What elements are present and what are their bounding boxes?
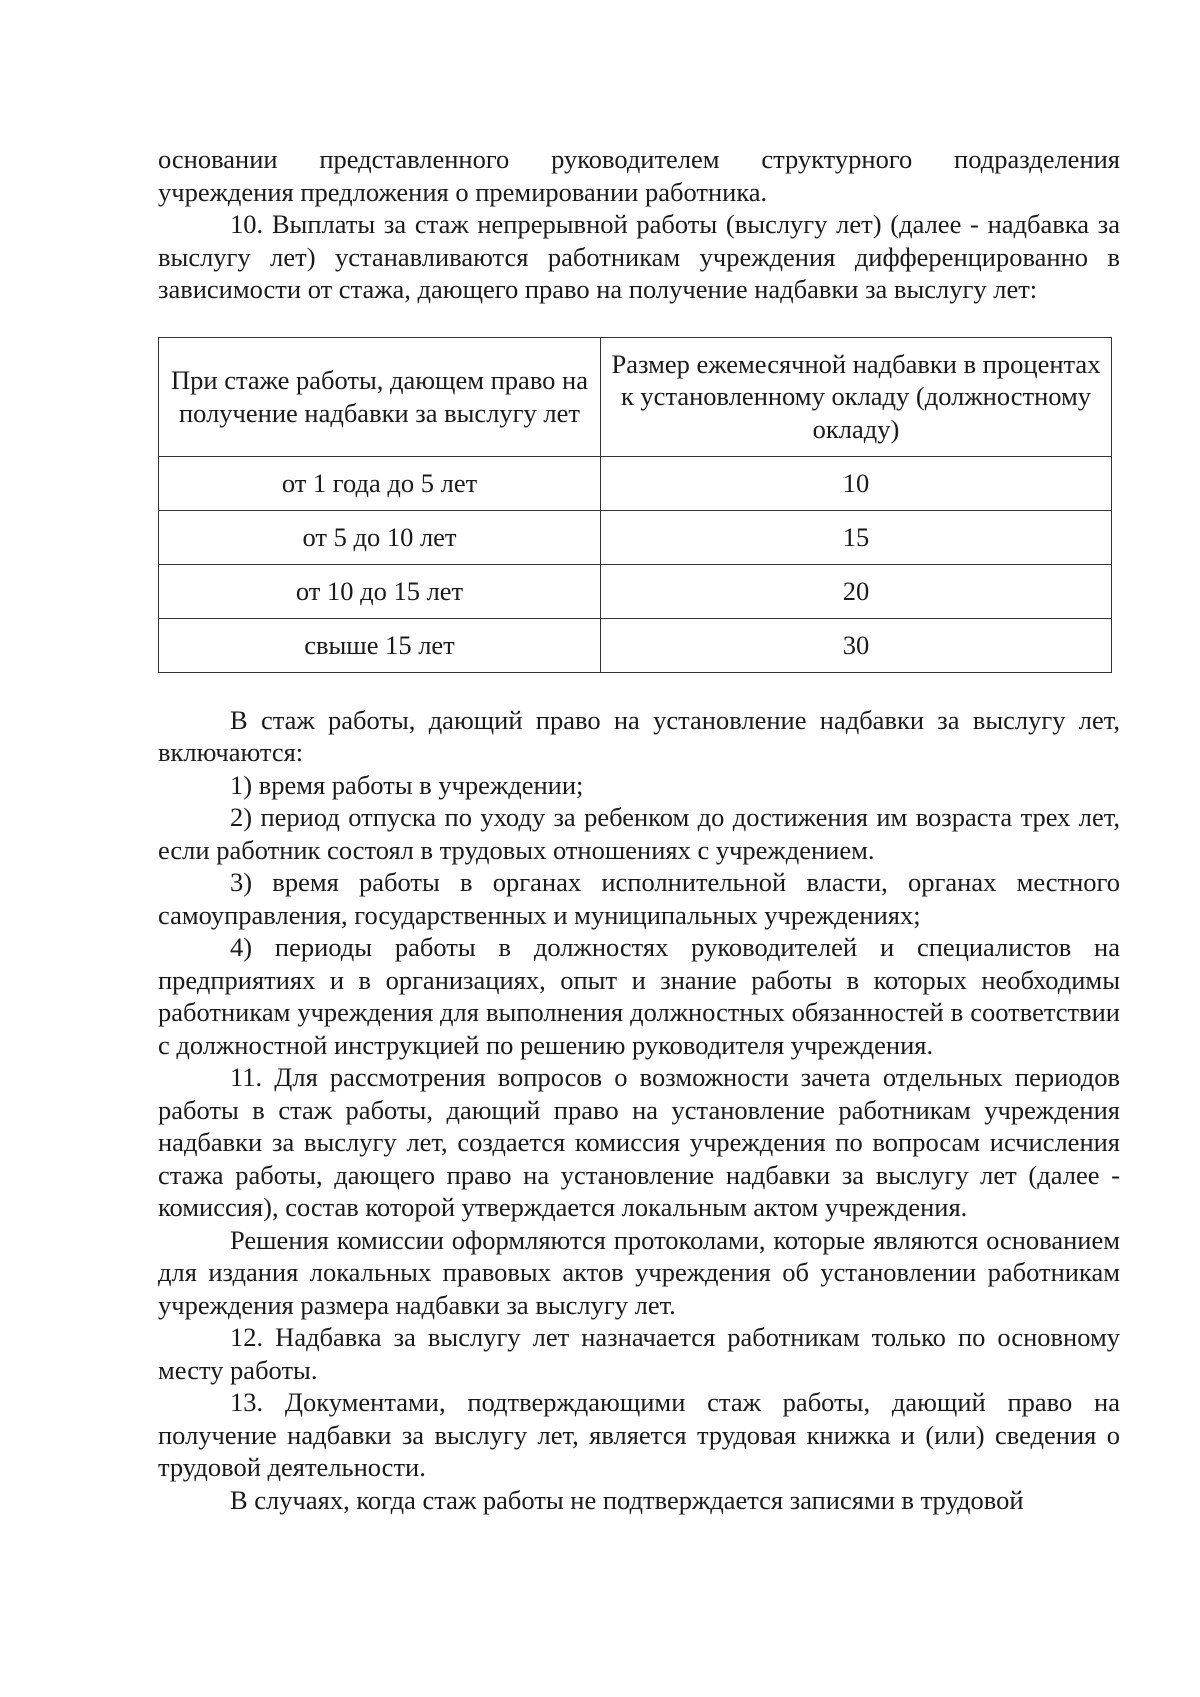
list-item-1: 1) время работы в учреждении; [230,769,584,800]
paragraph-item-10: 10. Выплаты за стаж непрерывной работы (выслугу лет) (далее - надбавка за выслугу лет) устанавливаются работникам учреждения дифференцированно в зависимости от стажа, дающего право на получение надбавки за выслугу лет: [158,209,1120,304]
table-row [159,456,1112,510]
table-cell-percent: 15 [601,510,1112,564]
seniority-allowance-table [158,337,1112,673]
paragraph-premium-continuation: основании представленного руководителем структурного подразделения учреждения предложения о премировании работника. [158,144,1120,207]
paragraph-item-11: 11. Для рассмотрения вопросов о возможности зачета отдельных периодов работы в стаж работы, дающий право на установление работникам учреждения надбавки за выслугу лет, создается комиссия учреждения по вопросам исчисления стажа работы, дающего право на установление надбавки за выслугу лет (далее - комиссия), состав которой утверждается локальным актом учреждения. [158,1062,1120,1222]
paragraph-commission-decisions: Решения комиссии оформляются протоколами, которые являются основанием для издания локальных правовых актов учреждения об установлении работникам учреждения размера надбавки за выслугу лет. [158,1224,1120,1320]
table-cell-experience: свыше 15 лет [159,618,601,672]
paragraph-item-12: 12. Надбавка за выслугу лет назначается работникам только по основному месту работы. [158,1322,1120,1385]
table-cell-experience: от 5 до 10 лет [159,510,601,564]
table-cell-percent: 30 [601,618,1112,672]
document-page [158,143,1120,1516]
table-cell-experience: от 10 до 15 лет [159,564,601,618]
list-item-2: 2) период отпуска по уходу за ребенком до достижения им возраста трех лет, если работник состоял в трудовых отношениях с учреждением. [158,802,1120,865]
paragraph-included-periods-intro: В стаж работы, дающий право на установление надбавки за выслугу лет, включаются: [158,704,1120,767]
table-cell-percent: 20 [601,564,1112,618]
table-row [159,564,1112,618]
table-cell-percent: 10 [601,456,1112,510]
table-row [159,618,1112,672]
list-item-3: 3) время работы в органах исполнительной власти, органах местного самоуправления, государственных и муниципальных учреждениях; [158,867,1120,930]
table-header-experience: При стаже работы, дающем право на получение надбавки за выслугу лет [159,337,601,456]
paragraph-unconfirmed-experience: В случаях, когда стаж работы не подтверждается записями в трудовой [230,1484,1024,1515]
list-item-4: 4) периоды работы в должностях руководителей и специалистов на предприятиях и в организациях, опыт и знание работы в которых необходимы работникам учреждения для выполнения должностных обязанностей в соответствии с должностной инструкцией по решению руководителя учреждения. [158,932,1120,1060]
table-cell-experience: от 1 года до 5 лет [159,456,601,510]
paragraph-item-13: 13. Документами, подтверждающими стаж работы, дающий право на получение надбавки за выслугу лет, является трудовая книжка и (или) сведения о трудовой деятельности. [158,1387,1120,1482]
table-header-percent: Размер ежемесячной надбавки в процентах к установленному окладу (должностному окладу) [601,337,1112,456]
table-row [159,510,1112,564]
table-header-row [159,337,1112,456]
